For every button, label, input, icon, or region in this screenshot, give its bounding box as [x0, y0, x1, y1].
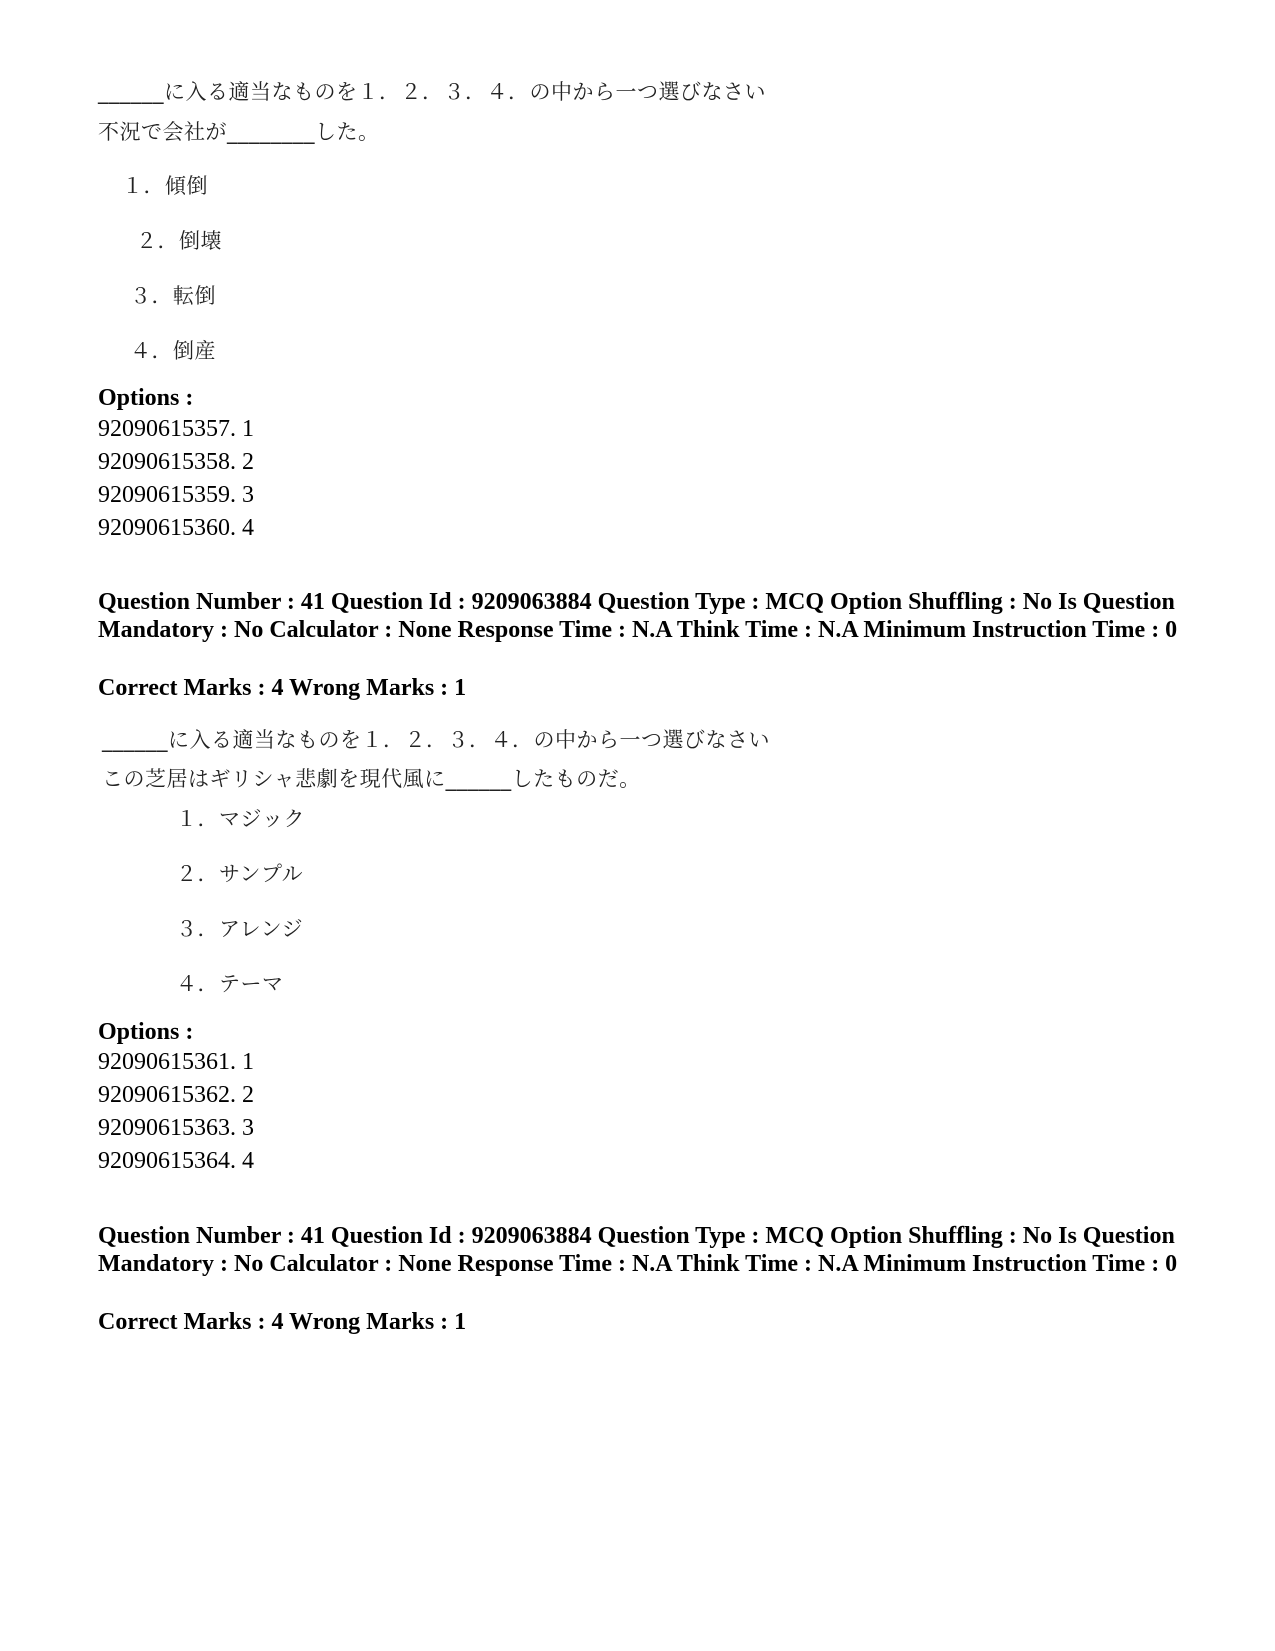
options-heading: Options :	[98, 385, 194, 411]
option-item: 92090615358. 2	[98, 449, 254, 475]
answer-choice-3: ３．アレンジ	[176, 917, 304, 941]
options-list	[98, 1046, 254, 1178]
option-item: 92090615364. 4	[98, 1148, 254, 1174]
answer-choice-4: ４．テーマ	[176, 972, 284, 996]
question-sentence: 不況で会社が________した。	[98, 120, 380, 144]
answer-choice-2: ２．倒壊	[136, 229, 222, 253]
option-item: 92090615362. 2	[98, 1082, 254, 1108]
option-item: 92090615360. 4	[98, 515, 254, 541]
option-item: 92090615359. 3	[98, 482, 254, 508]
question-meta: Question Number : 41 Question Id : 9209063884 Question Type : MCQ Option Shuffling : No Is Question Mandatory : No Calculator : None Response Time : N.A Think Time : N.A Minimum Instruction Time : 0	[98, 589, 1178, 643]
option-item: 92090615357. 1	[98, 416, 254, 442]
question-sentence: この芝居はギリシャ悲劇を現代風に______したものだ。	[102, 767, 641, 791]
question-instruction: ______に入る適当なものを１．２．３．４．の中から一つ選びなさい	[98, 80, 766, 104]
option-item: 92090615363. 3	[98, 1115, 254, 1141]
options-heading: Options :	[98, 1019, 194, 1045]
question-meta: Question Number : 41 Question Id : 9209063884 Question Type : MCQ Option Shuffling : No Is Question Mandatory : No Calculator : None Response Time : N.A Think Time : N.A Minimum Instruction Time : 0	[98, 1223, 1178, 1277]
answer-choice-4: ４．倒産	[130, 339, 216, 363]
answer-choice-2: ２．サンプル	[176, 862, 304, 886]
option-item: 92090615361. 1	[98, 1049, 254, 1075]
answer-choice-1: １．傾倒	[122, 174, 208, 198]
marks-line: Correct Marks : 4 Wrong Marks : 1	[98, 1309, 467, 1335]
options-list	[98, 413, 254, 545]
question-instruction: ______に入る適当なものを１．２．３．４．の中から一つ選びなさい	[102, 728, 770, 752]
answer-choice-3: ３．転倒	[130, 284, 216, 308]
answer-choice-1: １．マジック	[176, 807, 305, 831]
marks-line: Correct Marks : 4 Wrong Marks : 1	[98, 675, 467, 701]
